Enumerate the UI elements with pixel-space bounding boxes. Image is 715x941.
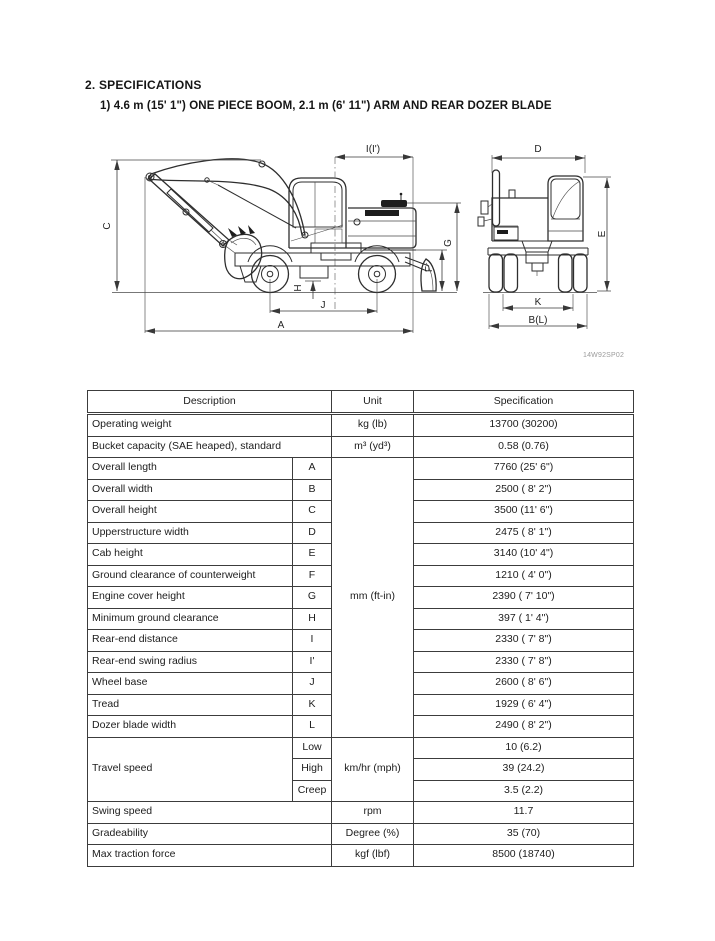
cell-description: Operating weight — [88, 414, 332, 437]
cell-specification: 8500 (18740) — [414, 845, 634, 867]
cell-symbol: L — [293, 716, 332, 738]
cell-specification: 2600 ( 8' 6") — [414, 673, 634, 695]
dim-label-a: A — [277, 320, 285, 331]
cell-specification: 2390 ( 7' 10") — [414, 587, 634, 609]
cell-specification: 11.7 — [414, 802, 634, 824]
dim-label-g: G — [443, 239, 454, 247]
cell-specification: 2330 ( 7' 8") — [414, 651, 634, 673]
table-row — [88, 823, 634, 845]
table-row — [88, 845, 634, 867]
header-unit: Unit — [332, 391, 414, 414]
spec-subtitle: 1) 4.6 m (15' 1") ONE PIECE BOOM, 2.1 m (6' 11") ARM AND REAR DOZER BLADE — [100, 100, 552, 112]
cell-description: Overall length — [88, 458, 293, 480]
cell-description: Tread — [88, 694, 293, 716]
cell-specification: 10 (6.2) — [414, 737, 634, 759]
spec-table-body — [88, 414, 634, 867]
cell-description: Ground clearance of counterweight — [88, 565, 293, 587]
table-row — [88, 414, 634, 437]
cell-specification: 2475 ( 8' 1") — [414, 522, 634, 544]
table-row — [88, 458, 634, 480]
cell-description: Overall height — [88, 501, 293, 523]
header-description: Description — [88, 391, 332, 414]
cell-unit: m³ (yd³) — [332, 436, 414, 458]
cell-description: Engine cover height — [88, 587, 293, 609]
dim-label-j: J — [320, 300, 326, 311]
cell-symbol: C — [293, 501, 332, 523]
cell-symbol: I — [293, 630, 332, 652]
cell-symbol: F — [293, 565, 332, 587]
cell-symbol: High — [293, 759, 332, 781]
cell-symbol: E — [293, 544, 332, 566]
cell-description: Rear-end swing radius — [88, 651, 293, 673]
figure-code: 14W92SP02 — [583, 352, 625, 359]
dim-label-h: H — [293, 284, 304, 292]
table-row — [88, 436, 634, 458]
cell-specification: 3140 (10' 4") — [414, 544, 634, 566]
cell-specification: 13700 (30200) — [414, 414, 634, 437]
cell-specification: 2490 ( 8' 2") — [414, 716, 634, 738]
table-header-row — [88, 391, 634, 414]
cell-symbol: Low — [293, 737, 332, 759]
dim-label-e: E — [597, 230, 608, 238]
cell-description: Wheel base — [88, 673, 293, 695]
cell-specification: 3500 (11' 6") — [414, 501, 634, 523]
section-title: 2. SPECIFICATIONS — [85, 78, 202, 92]
dim-label-c: C — [102, 222, 113, 230]
cell-unit: kg (lb) — [332, 414, 414, 437]
dim-label-d: D — [534, 144, 542, 155]
cell-description: Bucket capacity (SAE heaped), standard — [88, 436, 332, 458]
cell-specification: 397 ( 1' 4") — [414, 608, 634, 630]
cell-specification: 39 (24.2) — [414, 759, 634, 781]
cell-description: Minimum ground clearance — [88, 608, 293, 630]
cell-unit: rpm — [332, 802, 414, 824]
cell-specification: 1929 ( 6' 4") — [414, 694, 634, 716]
cell-specification: 7760 (25' 6") — [414, 458, 634, 480]
cell-description: Travel speed — [88, 737, 293, 802]
specification-table — [87, 390, 634, 867]
cell-specification: 3.5 (2.2) — [414, 780, 634, 802]
dimension-drawing — [85, 133, 640, 368]
cell-symbol: Creep — [293, 780, 332, 802]
cell-description: Max traction force — [88, 845, 332, 867]
table-row — [88, 802, 634, 824]
cell-description: Cab height — [88, 544, 293, 566]
header-specification: Specification — [414, 391, 634, 414]
rear-view-drawing — [478, 144, 611, 329]
cell-specification: 1210 ( 4' 0") — [414, 565, 634, 587]
cell-specification: 2500 ( 8' 2") — [414, 479, 634, 501]
cell-symbol: K — [293, 694, 332, 716]
cell-symbol: B — [293, 479, 332, 501]
cell-unit: mm (ft-in) — [332, 458, 414, 738]
cell-specification: 35 (70) — [414, 823, 634, 845]
cell-description: Gradeability — [88, 823, 332, 845]
cell-specification: 2330 ( 7' 8") — [414, 630, 634, 652]
cell-symbol: I' — [293, 651, 332, 673]
cell-specification: 0.58 (0.76) — [414, 436, 634, 458]
cell-unit: kgf (lbf) — [332, 845, 414, 867]
cell-symbol: G — [293, 587, 332, 609]
dim-label-b: B(L) — [528, 315, 548, 326]
cell-symbol: J — [293, 673, 332, 695]
dim-label-k: K — [534, 297, 542, 308]
cell-symbol: H — [293, 608, 332, 630]
cell-symbol: D — [293, 522, 332, 544]
cell-description: Dozer blade width — [88, 716, 293, 738]
cell-unit: Degree (%) — [332, 823, 414, 845]
cell-description: Swing speed — [88, 802, 332, 824]
dim-label-f: F — [424, 265, 435, 273]
cell-description: Rear-end distance — [88, 630, 293, 652]
side-view-drawing — [102, 144, 461, 333]
cell-description: Overall width — [88, 479, 293, 501]
cell-description: Upperstructure width — [88, 522, 293, 544]
cell-unit: km/hr (mph) — [332, 737, 414, 802]
table-row — [88, 737, 634, 759]
dim-label-i: I(I') — [365, 144, 381, 155]
cell-symbol: A — [293, 458, 332, 480]
